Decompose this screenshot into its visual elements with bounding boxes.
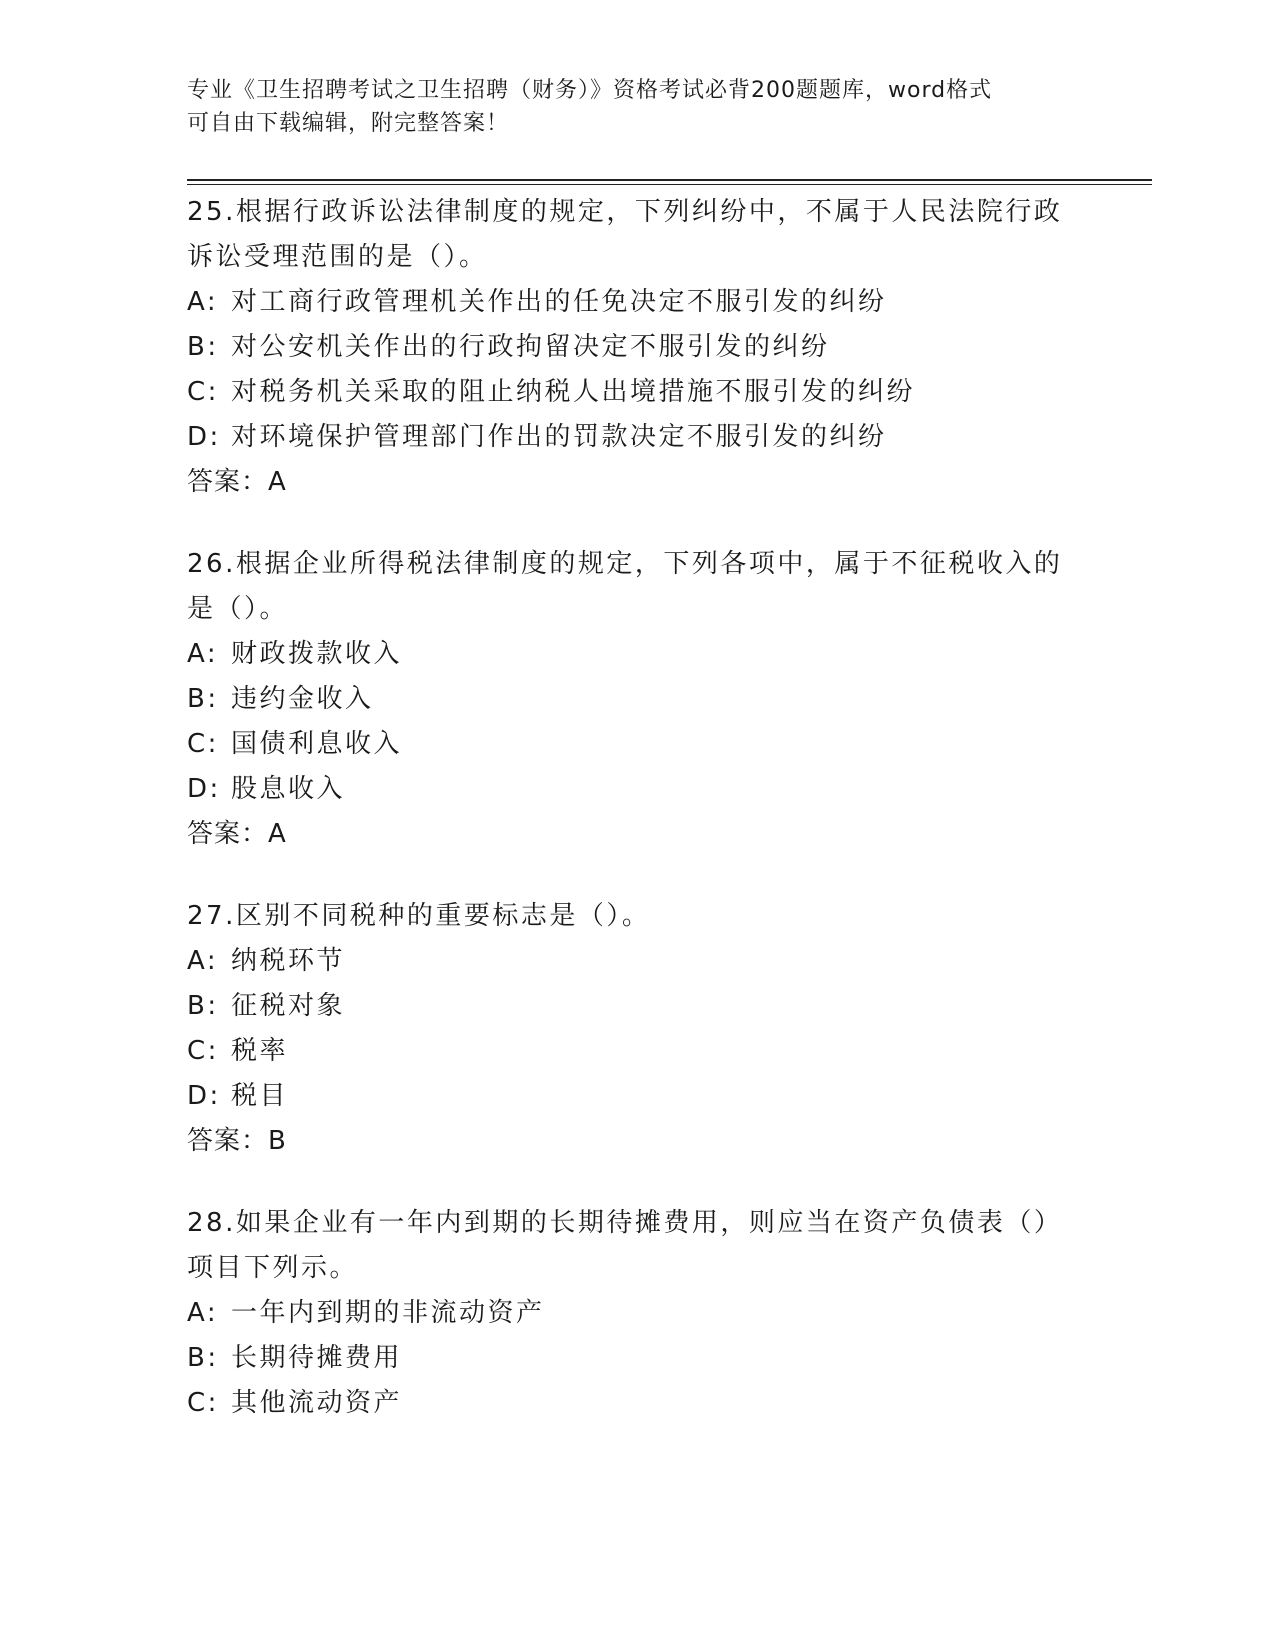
option-a <box>187 939 1087 984</box>
option-key: B: <box>187 684 219 714</box>
option-text: 税目 <box>231 1081 289 1111</box>
option-key: C: <box>187 1388 219 1418</box>
option-key: B: <box>187 332 219 362</box>
option-key: B: <box>187 991 219 1021</box>
option-text: 其他流动资产 <box>231 1388 403 1418</box>
option-text: 财政拨款收入 <box>231 639 403 669</box>
option-c <box>187 1381 1087 1426</box>
option-text: 征税对象 <box>231 991 346 1021</box>
option-b <box>187 325 1087 370</box>
option-key: C: <box>187 1036 219 1066</box>
question-stem-line: 是（）。 <box>187 594 289 624</box>
option-text: 国债利息收入 <box>231 729 403 759</box>
option-text: 长期待摊费用 <box>231 1343 403 1373</box>
question-stem-line: 诉讼受理范围的是（）。 <box>187 242 488 272</box>
option-a <box>187 632 1087 677</box>
option-key: D: <box>187 422 221 452</box>
option-text: 违约金收入 <box>231 684 374 714</box>
option-text: 税率 <box>231 1036 289 1066</box>
question-stem-line: 27.区别不同税种的重要标志是（）。 <box>187 901 651 931</box>
option-d <box>187 767 1087 812</box>
option-b <box>187 677 1087 722</box>
option-text: 一年内到期的非流动资产 <box>231 1298 545 1328</box>
option-c <box>187 370 1087 415</box>
option-key: A: <box>187 1298 219 1328</box>
option-c <box>187 722 1087 767</box>
option-text: 纳税环节 <box>231 946 346 976</box>
question-list <box>187 190 1087 1463</box>
option-text: 对工商行政管理机关作出的任免决定不服引发的纠纷 <box>231 287 887 317</box>
question-27 <box>187 894 1087 1164</box>
option-key: C: <box>187 729 219 759</box>
question-stem-line: 28.如果企业有一年内到期的长期待摊费用，则应当在资产负债表（） <box>187 1208 1063 1238</box>
question-stem-line: 项目下列示。 <box>187 1253 359 1283</box>
option-d <box>187 1074 1087 1119</box>
header-line-2: 可自由下载编辑，附完整答案！ <box>187 111 510 136</box>
option-text: 对公安机关作出的行政拘留决定不服引发的纠纷 <box>231 332 830 362</box>
answer-line: 答案：A <box>187 467 287 497</box>
question-26 <box>187 542 1087 857</box>
answer-line: 答案：B <box>187 1126 287 1156</box>
question-stem-line: 25.根据行政诉讼法律制度的规定，下列纠纷中，不属于人民法院行政 <box>187 197 1063 227</box>
option-key: A: <box>187 639 219 669</box>
option-b <box>187 984 1087 1029</box>
header-divider-thin <box>187 184 1152 185</box>
answer-line: 答案：A <box>187 819 287 849</box>
option-key: A: <box>187 287 219 317</box>
question-stem-line: 26.根据企业所得税法律制度的规定，下列各项中，属于不征税收入的 <box>187 549 1063 579</box>
option-d <box>187 415 1087 460</box>
option-b <box>187 1336 1087 1381</box>
question-25 <box>187 190 1087 505</box>
option-text: 股息收入 <box>231 774 346 804</box>
option-key: D: <box>187 1081 221 1111</box>
option-text: 对税务机关采取的阻止纳税人出境措施不服引发的纠纷 <box>231 377 916 407</box>
option-c <box>187 1029 1087 1074</box>
option-key: D: <box>187 774 221 804</box>
option-a <box>187 1291 1087 1336</box>
option-a <box>187 280 1087 325</box>
option-key: B: <box>187 1343 219 1373</box>
option-key: C: <box>187 377 219 407</box>
option-key: A: <box>187 946 219 976</box>
header-divider-thick <box>187 179 1152 181</box>
question-28 <box>187 1201 1087 1426</box>
option-text: 对环境保护管理部门作出的罚款决定不服引发的纠纷 <box>231 422 887 452</box>
document-header <box>187 74 1067 140</box>
header-line-1: 专业《卫生招聘考试之卫生招聘（财务）》资格考试必背200题题库，word格式 <box>187 78 993 103</box>
